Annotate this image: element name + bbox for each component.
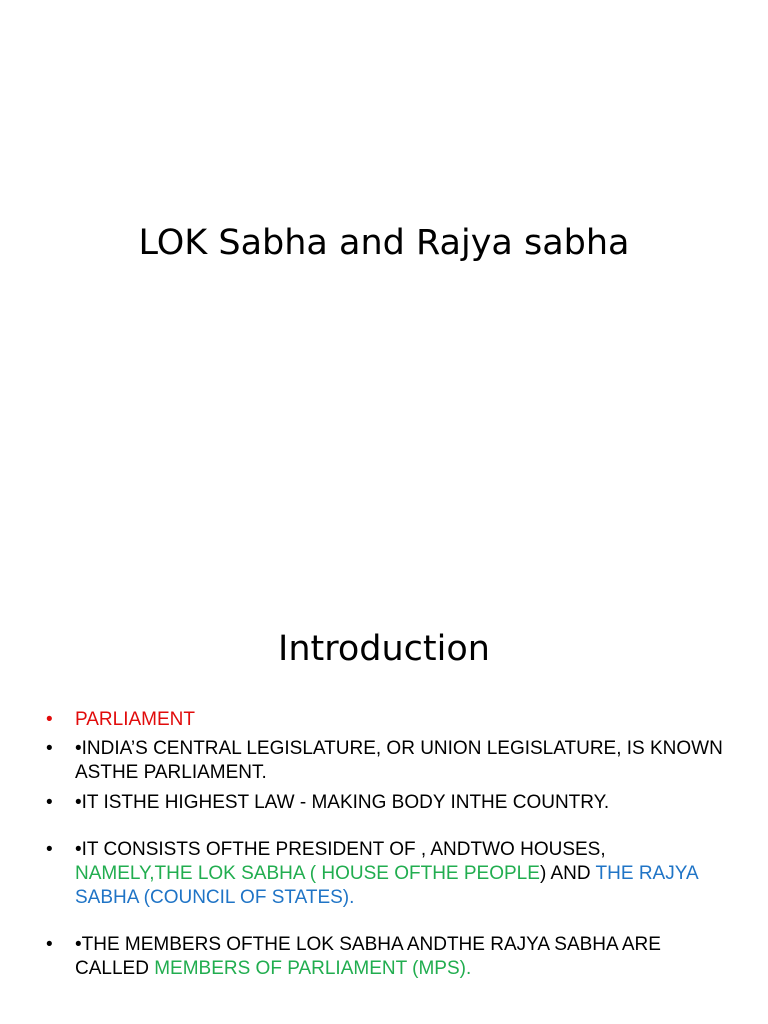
- bullet-dot-icon: •: [46, 709, 53, 730]
- bullet-dot-icon: •: [46, 839, 53, 860]
- lok-sabha-highlight: NAMELY,THE LOK SABHA ( HOUSE OFTHE PEOPLE: [75, 863, 540, 884]
- bullet-text: PARLIAMENT: [75, 709, 196, 730]
- mps-highlight: MEMBERS OF PARLIAMENT (MPS).: [154, 958, 472, 979]
- bullet-item: [46, 791, 726, 815]
- bullet-text: ) AND: [539, 863, 596, 884]
- bullet-text: •IT ISTHE HIGHEST LAW - MAKING BODY INTHE COUNTRY.: [75, 792, 610, 813]
- section-heading: Introduction: [278, 629, 490, 669]
- slide-title: LOK Sabha and Rajya sabha: [138, 223, 630, 263]
- bullet-item: [46, 708, 726, 732]
- bullet-item: [46, 838, 726, 910]
- bullet-text: •IT CONSISTS OFTHE PRESIDENT OF , ANDTWO HOUSES,: [75, 839, 606, 860]
- bullet-item: [46, 737, 726, 785]
- bullet-dot-icon: •: [46, 934, 53, 955]
- bullet-text: •INDIA’S CENTRAL LEGISLATURE, OR UNION LEGISLATURE, IS KNOWN ASTHE PARLIAMENT.: [75, 738, 723, 783]
- introduction-slide: [0, 576, 768, 1024]
- bullet-dot-icon: •: [46, 738, 53, 759]
- bullet-item: [46, 933, 726, 981]
- rajya-sabha-highlight: THE RAJYA SABHA (COUNCIL OF STATES).: [75, 863, 698, 908]
- bullet-list: [46, 708, 726, 981]
- bullet-text: •THE MEMBERS OFTHE LOK SABHA ANDTHE RAJYA SABHA ARE CALLED: [75, 934, 661, 979]
- bullet-dot-icon: •: [46, 792, 53, 813]
